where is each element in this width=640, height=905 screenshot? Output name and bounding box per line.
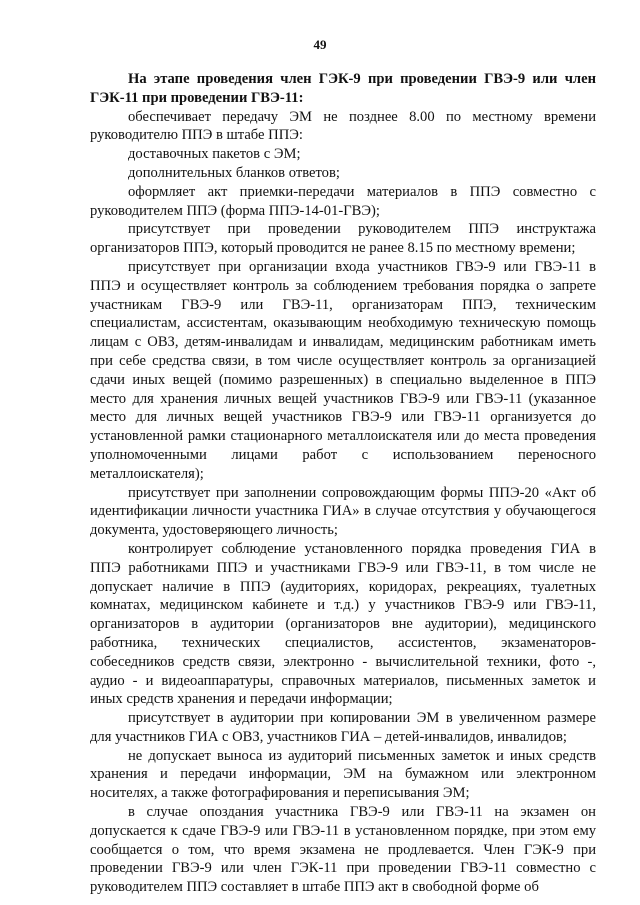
paragraph: обеспечивает передачу ЭМ не позднее 8.00 по местному времени руководителю ППЭ в штабе ППЭ: (90, 108, 596, 144)
document-body (90, 70, 596, 897)
paragraph: контролирует соблюдение установленного порядка проведения ГИА в ППЭ работниками ППЭ и участниками ГВЭ-9 или ГВЭ-11, в том числе не допускает наличие в ППЭ (аудиториях, коридорах, рекреациях, туалетных комнатах, медицинском кабинете и т.д.) у участников ГВЭ-9 или ГВЭ-11, организаторов в аудитории (организаторов вне аудитории), медицинского работника, технических специалистов, ассистентов, экзаменаторов-собеседников средств связи, электронно - вычислительной техники, фото -, аудио - и видеоаппаратуры, справочных материалов, письменных заметок и иных средств хранения и передачи информации; (90, 540, 596, 708)
paragraph: оформляет акт приемки-передачи материалов в ППЭ совместно с руководителем ППЭ (форма ППЭ-14-01-ГВЭ); (90, 183, 596, 219)
paragraph: присутствует в аудитории при копировании ЭМ в увеличенном размере для участников ГИА с ОВЗ, участников ГИА – детей-инвалидов, инвалидов; (90, 710, 596, 745)
section-heading: На этапе проведения член ГЭК-9 при проведении ГВЭ-9 или член ГЭК-11 при проведении ГВЭ-11: (90, 71, 596, 106)
paragraph: присутствует при организации входа участников ГВЭ-9 или ГВЭ-11 в ППЭ и осуществляет контроль за соблюдением требования порядка о запрете участникам ГВЭ-9 или ГВЭ-11, организаторам ППЭ, техническим специалистам, ассистентам, оказывающим необходимую техническую помощь лицам с ОВЗ, детям-инвалидам и инвалидам, медицинским работникам иметь при себе средства связи, в том числе осуществляет контроль за организацией сдачи иных вещей (помимо разрешенных) в специально выделенное в ППЭ место для хранения личных вещей участников ГВЭ-9 или ГВЭ-11 (указанное место для личных вещей участников ГВЭ-9 или ГВЭ-11 организуется до установленной рамки стационарного металлоискателя или до места проведения уполномоченными лицами работ с использованием переносного металлоискателя); (90, 258, 596, 482)
page-number: 49 (313, 37, 327, 52)
list-item: дополнительных бланков ответов; (128, 164, 340, 181)
paragraph: не допускает выноса из аудиторий письменных заметок и иных средств хранения и передачи информации, ЭМ на бумажном или электронном носителях, а также фотографирования и переписывания ЭМ; (90, 747, 596, 802)
list-item: доставочных пакетов с ЭМ; (128, 146, 301, 163)
paragraph: присутствует при заполнении сопровождающим формы ППЭ-20 «Акт об идентификации личности участника ГИА» в случае отсутствия у обучающегося документа, удостоверяющего личность; (90, 484, 596, 539)
paragraph: присутствует при проведении руководителем ППЭ инструктажа организаторов ППЭ, который проводится не ранее 8.15 по местному времени; (90, 221, 596, 257)
paragraph: в случае опоздания участника ГВЭ-9 или ГВЭ-11 на экзамен он допускается к сдаче ГВЭ-9 или ГВЭ-11 в установленном порядке, при этом ему сообщается о том, что время экзамена не продлевается. Член ГЭК-9 при проведении ГВЭ-9 или член ГЭК-11 при проведении ГВЭ-11 совместно с руководителем ППЭ составляет в штабе ППЭ акт в свободной форме об (90, 804, 596, 896)
